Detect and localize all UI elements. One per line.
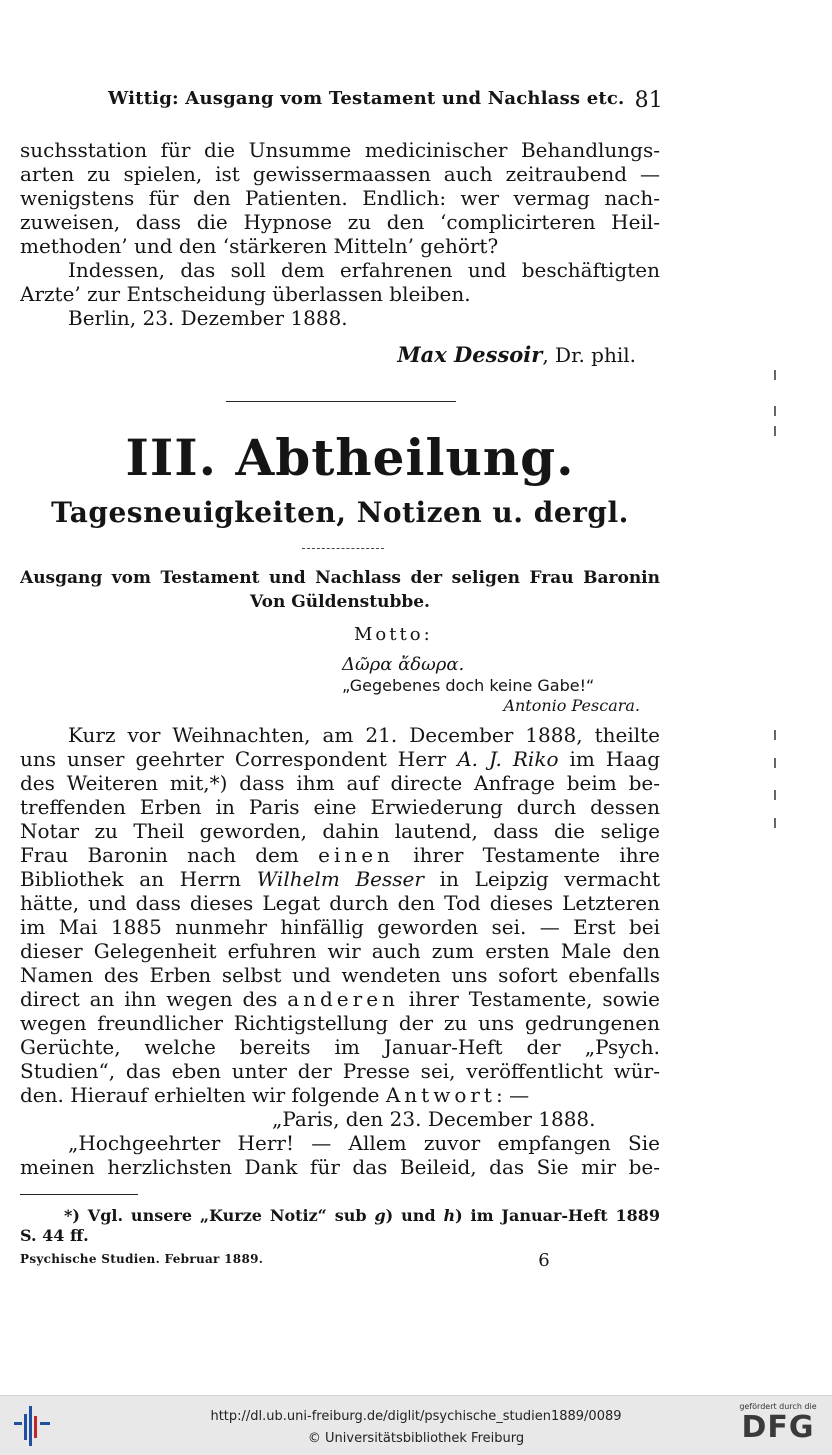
text-run: ihrer Testamente, sowie (398, 987, 660, 1011)
printer-signature-line (20, 1250, 550, 1271)
text-run: h (443, 1206, 456, 1225)
viewer-footer (0, 1395, 832, 1455)
sheet-number: 6 (538, 1250, 550, 1271)
text-line: wenigstens für den Patienten. Endlich: wer vermag nach- (20, 186, 660, 210)
article-title (20, 566, 660, 614)
text-run: *) Vgl. unsere „Kurze Notiz“ sub (64, 1206, 375, 1225)
text-line: dieser Gelegenheit erfuhren wir auch zum ersten Male den (20, 939, 660, 963)
speck (774, 406, 776, 416)
document-url-link[interactable]: http://dl.ub.uni-freiburg.de/diglit/psychische_studien1889/0089 (210, 1409, 622, 1424)
text-run: im Haag (558, 747, 660, 771)
text-run: den. Hierauf erhielten wir folgende (20, 1083, 386, 1107)
article-body (20, 723, 660, 1107)
section-heading: III. Abtheilung. (125, 428, 575, 487)
spaced-word: Antwort (385, 1083, 496, 1107)
running-title: Wittig: Ausgang vom Testament und Nachlass etc. (108, 88, 625, 109)
author-title: , Dr. phil. (542, 343, 636, 367)
footnote (20, 1206, 660, 1246)
text-line: meinen herzlichsten Dank für das Beileid, das Sie mir be- (20, 1155, 660, 1179)
person-name: A. J. Riko (457, 747, 559, 771)
speck (774, 790, 776, 800)
copyright-notice: © Universitätsbibliothek Freiburg (307, 1431, 525, 1446)
text-run: : — (495, 1083, 530, 1107)
speck (774, 426, 776, 436)
text-line: Kurz vor Weihnachten, am 21. December 1888, theilte (68, 723, 660, 747)
footnote-rule (20, 1194, 138, 1195)
text-run: ) und (385, 1206, 444, 1225)
text-line: wegen freundlicher Richtigstellung der zu uns gedrungenen (20, 1011, 660, 1035)
text-line (20, 843, 660, 867)
footnote-line (20, 1206, 660, 1226)
speck (774, 730, 776, 740)
journal-name: Psychische Studien. Februar 1889. (20, 1252, 264, 1266)
text-line: Notar zu Theil geworden, dahin lautend, dass die selige (20, 819, 660, 843)
closing-paragraph (20, 138, 660, 330)
dateline-berlin: Berlin, 23. Dezember 1888. (68, 306, 348, 330)
article-title-line: Ausgang vom Testament und Nachlass der seligen Frau Baronin (20, 568, 660, 588)
text-line: zuweisen, dass die Hypnose zu den ‘complicirteren Heil- (20, 210, 660, 234)
article-title-line: Von Güldenstubbe. (250, 592, 430, 612)
text-run: ihrer Testamente ihre (393, 843, 660, 867)
text-line: methoden’ und den ‘stärkeren Mitteln’ gehört? (20, 234, 499, 258)
text-run: direct an ihn wegen des (20, 987, 288, 1011)
letter-opening (20, 1107, 660, 1179)
text-line: „Hochgeehrter Herr! — Allem zuvor empfangen Sie (68, 1131, 660, 1155)
speck (774, 818, 776, 828)
text-line: hätte, und dass dieses Legat durch den Tod dieses Letzteren (20, 891, 660, 915)
motto-greek: Δῶρα ἄδωρα. (342, 654, 465, 675)
text-line: treffenden Erben in Paris eine Erwiederung durch dessen (20, 795, 660, 819)
text-run: Bibliothek an Herrn (20, 867, 257, 891)
text-run: g (374, 1206, 386, 1225)
text-run: Frau Baronin nach dem (20, 843, 319, 867)
running-head (108, 88, 663, 113)
text-line (20, 1083, 660, 1107)
text-line (20, 867, 660, 891)
section-divider (226, 401, 456, 402)
text-line: des Weiteren mit,*) dass ihm auf directe Anfrage beim be- (20, 771, 660, 795)
motto-author: Antonio Pescara. (503, 696, 640, 715)
text-run: uns unser geehrter Correspondent Herr (20, 747, 458, 771)
speck (774, 758, 776, 768)
person-name: Wilhelm Besser (256, 867, 424, 891)
author-name: Max Dessoir (397, 342, 543, 367)
spaced-word: anderen (287, 987, 399, 1011)
text-line: Namen des Erben selbst und wendeten uns sofort ebenfalls (20, 963, 660, 987)
text-line: arten zu spielen, ist gewissermaassen auch zeitraubend — (20, 162, 660, 186)
text-line: Gerüchte, welche bereits im Januar-Heft der „Psych. (20, 1035, 660, 1059)
text-line: suchsstation für die Unsumme medicinischer Behandlungs- (20, 138, 660, 162)
motto-german: „Gegebenes doch keine Gabe!“ (342, 676, 595, 695)
text-run: ) im Januar-Heft 1889 (455, 1206, 660, 1225)
text-line (20, 747, 660, 771)
text-run: in Leipzig vermacht (423, 867, 660, 891)
dfg-caption: gefördert durch die (739, 1402, 817, 1411)
text-line: im Mai 1885 nunmehr hinfällig geworden sei. — Erst bei (20, 915, 660, 939)
speck (774, 370, 776, 380)
text-line: Arzte’ zur Entscheidung überlassen bleiben. (20, 282, 471, 306)
text-line: Studien“, das eben unter der Presse sei, veröffentlicht wür- (20, 1059, 660, 1083)
footnote-line: S. 44 ff. (20, 1226, 89, 1245)
text-line (20, 987, 660, 1011)
margin-specks (770, 360, 790, 1060)
article-divider (302, 548, 384, 549)
dfg-logo[interactable] (732, 1402, 824, 1445)
motto-label: Motto: (354, 624, 433, 645)
page-number: 81 (634, 88, 663, 113)
spaced-word: einen (318, 843, 394, 867)
letter-dateline: „Paris, den 23. December 1888. (272, 1107, 596, 1131)
text-line: Indessen, das soll dem erfahrenen und beschäftigten (68, 258, 660, 282)
author-signature (397, 342, 636, 367)
dfg-wordmark: DFG (741, 1410, 815, 1445)
section-subheading: Tagesneuigkeiten, Notizen u. dergl. (51, 496, 629, 529)
